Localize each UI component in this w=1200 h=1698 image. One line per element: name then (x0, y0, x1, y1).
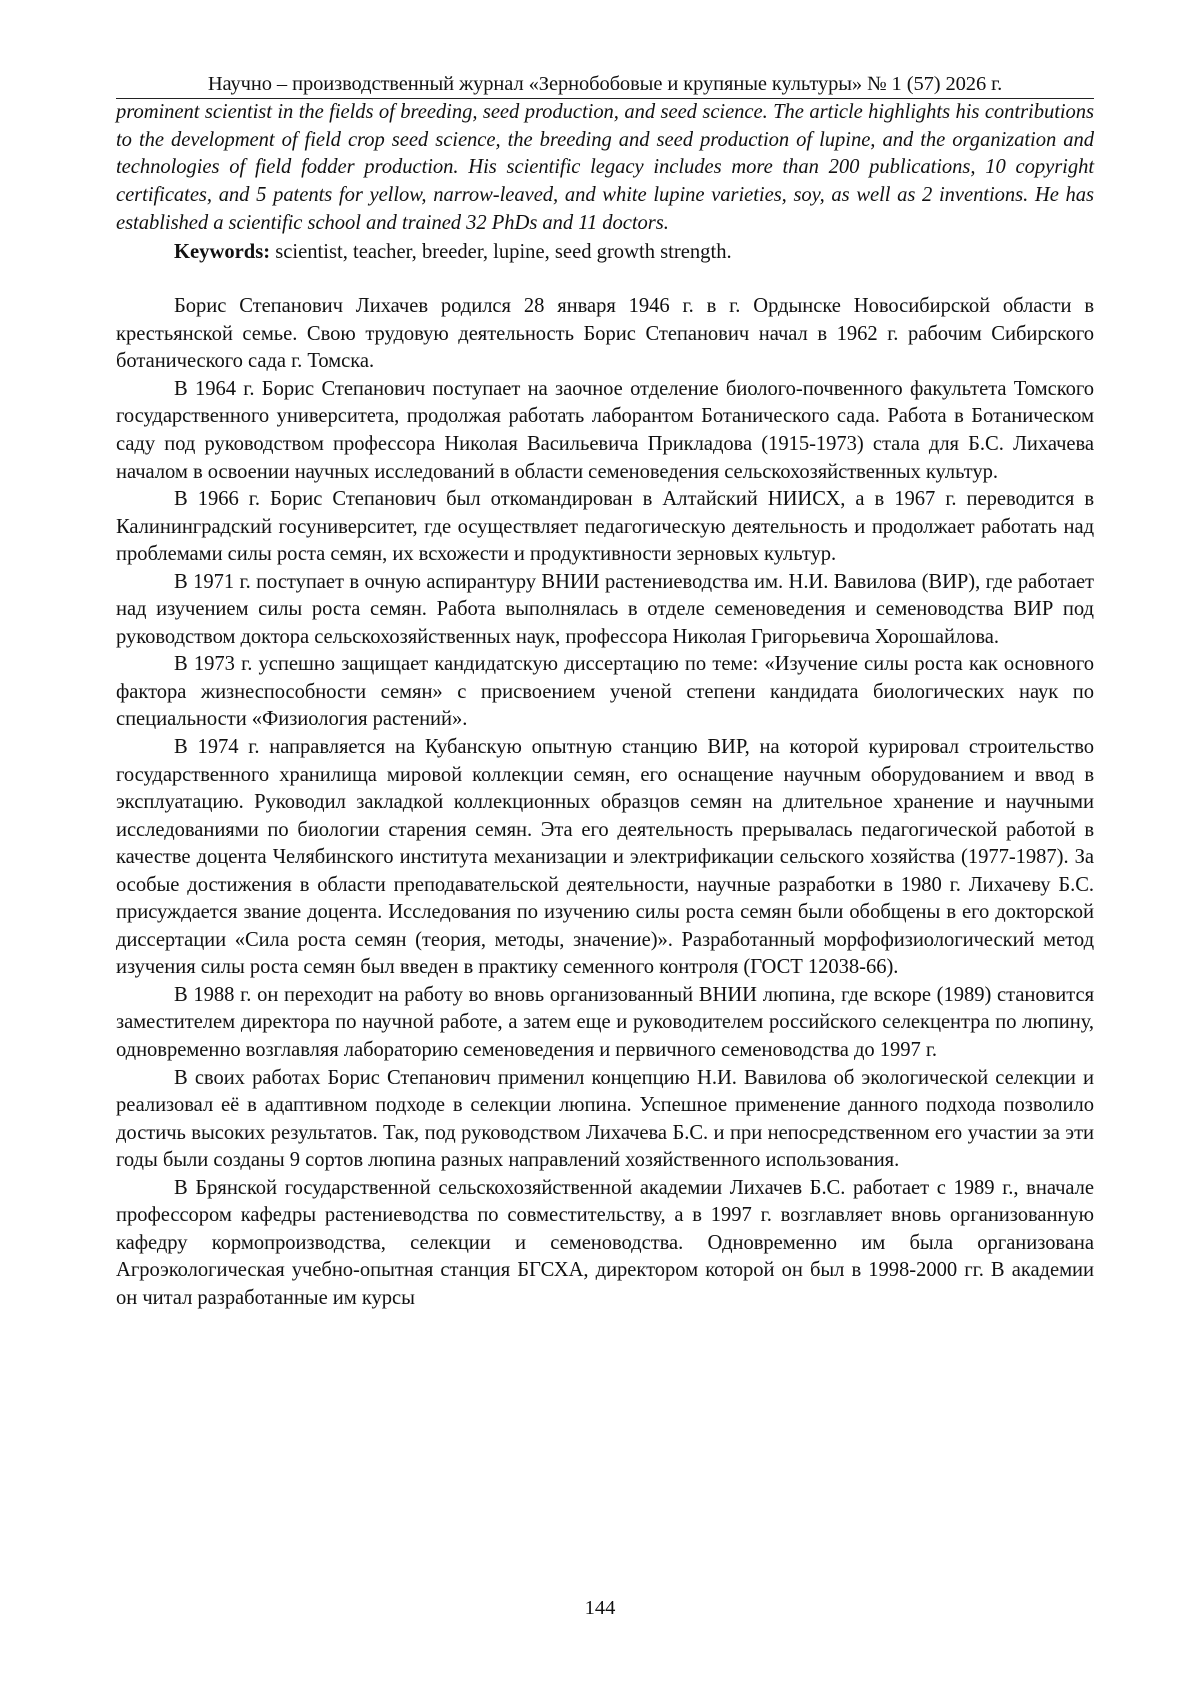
paragraph: В 1964 г. Борис Степанович поступает на заочное отделение биолого-почвенного факультета Томского государственного университета, продолжая работать лаборантом Ботанического сада. Работа в Ботаническом саду под руководством профессора Николая Васильевича Прикладова (1915-1973) стала для Б.С. Лихачева началом в освоении научных исследований в области семеноведения сельскохозяйственных культур. (116, 377, 1094, 483)
abstract-text: prominent scientist in the fields of breeding, seed production, and seed science. The article highlights his contributions to the development of field crop seed science, the breeding and seed production of lupine, and the organization and technologies of field fodder production. His scientific legacy includes more than 200 publications, 10 copyright certificates, and 5 patents for yellow, narrow-leaved, and white lupine varieties, soy, as well as 2 inventions. He has established a scientific school and trained 32 PhDs and 11 doctors. (116, 101, 1094, 234)
paragraph: Борис Степанович Лихачев родился 28 января 1946 г. в г. Ордынске Новосибирской области в крестьянской семье. Свою трудовую деятельность Борис Степанович начал в 1962 г. рабочим Сибирского ботанического сада г. Томска. (116, 295, 1094, 373)
paragraph: В 1971 г. поступает в очную аспирантуру ВНИИ растениеводства им. Н.И. Вавилова (ВИР), где работает над изучением силы роста семян. Работа выполнялась в отделе семеноведения и семеноводства ВИР под руководством доктора сельскохозяйственных наук, профессора Николая Григорьевича Хорошайлова. (116, 570, 1094, 648)
paragraph: В 1974 г. направляется на Кубанскую опытную станцию ВИР, на которой курировал строительство государственного хранилища мировой коллекции семян, его оснащение научным оборудованием и ввод в эксплуатацию. Руководил закладкой коллекционных образцов семян на длительное хранение и научными исследованиями по биологии старения семян. Эта его деятельность прерывалась педагогической работой в качестве доцента Челябинского института механизации и электрификации сельского хозяйства (1977-1987). За особые достижения в области преподавательской деятельности, научные разработки в 1980 г. Лихачеву Б.С. присуждается звание доцента. Исследования по изучению силы роста семян были обобщены в его докторской диссертации «Сила роста семян (теория, методы, значение)». Разработанный морфофизиологический метод изучения силы роста семян был введен в практику семенного контроля (ГОСТ 12038-66). (116, 735, 1094, 979)
paragraph: В 1966 г. Борис Степанович был откомандирован в Алтайский НИИСХ, а в 1967 г. переводится в Калининградский госуниверситет, где осуществляет педагогическую деятельность и продолжает работать над проблемами силы роста семян, их всхожести и продуктивности зерновых культур. (116, 488, 1094, 566)
paragraph: В своих работах Борис Степанович применил концепцию Н.И. Вавилова об экологической селекции и реализовал её в адаптивном подходе в селекции люпина. Успешное применение данного подхода позволило достичь высоких результатов. Так, под руководством Лихачева Б.С. и при непосредственном его участии за эти годы были созданы 9 сортов люпина разных направлений хозяйственного использования. (116, 1066, 1094, 1172)
keywords-text: scientist, teacher, breeder, lupine, seed growth strength. (270, 240, 732, 263)
keywords-label: Keywords: (174, 240, 271, 263)
running-header: Научно – производственный журнал «Зернобобовые и крупяные культуры» № 1 (57) 2026 г. (116, 72, 1094, 99)
paragraph: В 1988 г. он переходит на работу во вновь организованный ВНИИ люпина, где вскоре (1989) становится заместителем директора по научной работе, а затем еще и руководителем российского селекцентра по люпину, одновременно возглавляя лабораторию семеноведения и первичного семеноводства до 1997 г. (116, 983, 1094, 1061)
paragraph: В 1973 г. успешно защищает кандидатскую диссертацию по теме: «Изучение силы роста как основного фактора жизнеспособности семян» с присвоением ученой степени кандидата биологических наук по специальности «Физиология растений». (116, 653, 1094, 731)
page-content (116, 72, 1094, 1312)
page-number: 144 (584, 1597, 616, 1619)
paragraph: В Брянской государственной сельскохозяйственной академии Лихачев Б.С. работает с 1989 г., вначале профессором кафедры растениеводства по совместительству, а в 1997 г. возглавляет вновь организованную кафедру кормопроизводства, селекции и семеноводства. Одновременно им была организована Агроэкологическая учебно-опытная станция БГСХА, директором которой он был в 1998-2000 гг. В академии он читал разработанные им курсы (116, 1176, 1094, 1309)
keywords (116, 239, 1094, 267)
article-body (116, 293, 1094, 1312)
